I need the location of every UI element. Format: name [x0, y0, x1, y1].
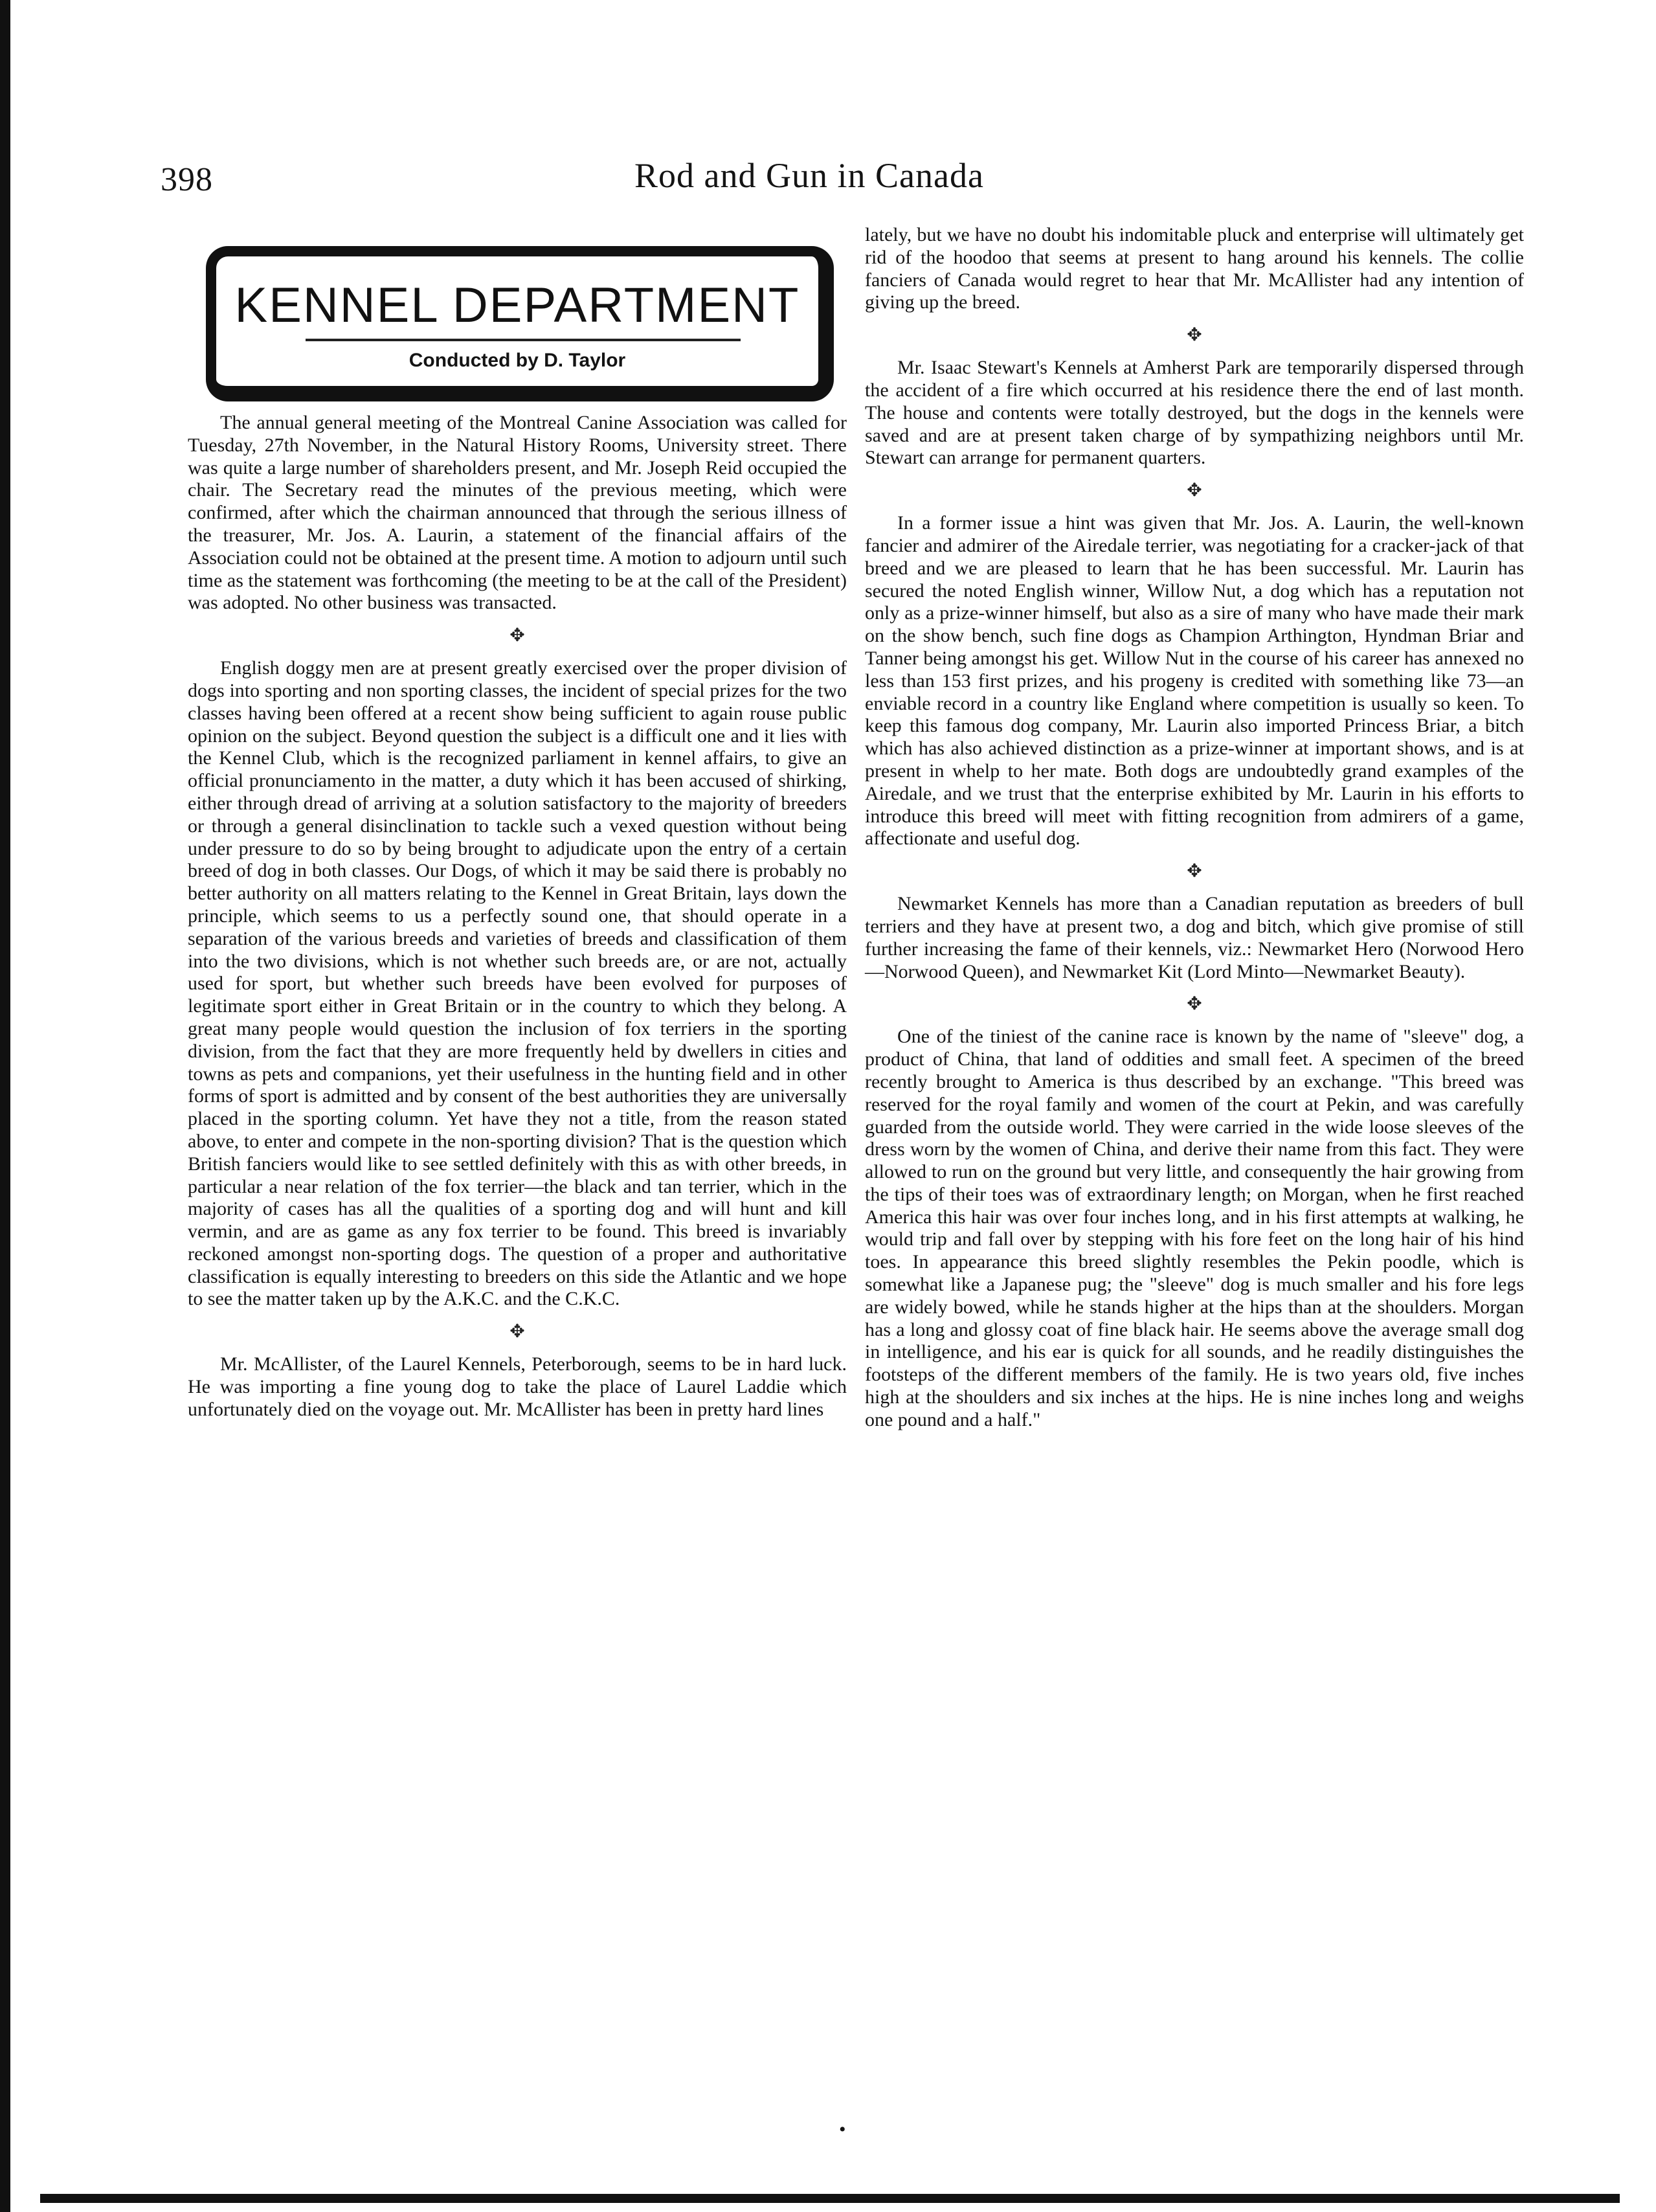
- paragraph-laurel-kennels-continued: lately, but we have no doubt his indomitable pluck and enterprise will ultimately get rid of the hoodoo that seems at present to hang around his kennels. The collie fanciers of Canada would regret to hear that Mr. McAllister had any intention of giving up the breed.: [865, 224, 1524, 313]
- department-title-rule: [306, 339, 741, 341]
- paragraph-sleeve-dog: One of the tiniest of the canine race is known by the name of "sleeve" dog, a product of China, that land of oddities and small feet. A specimen of the breed recently brought to America is thus described by an exchange. "This breed was reserved for the royal family and women of the court at Pekin, and was carefully guarded from the outside world. They were carried in the wide loose sleeves of the dress worn by the women of China, and derive their name from this fact. They were allowed to run on the ground but very little, and consequently the hair growing from the tips of their toes was of extraordinary length; on Morgan, when he first reached America this hair was over four inches long, and in his first attempts at walking, he would trip and fall over by stepping with his fore feet on the long hair of his hind toes. In appearance this breed slightly resembles the Pekin poodle, which is somewhat like a Japanese pug; the "sleeve" dog is much smaller and his fore legs are widely bowed, while he stands higher at the hips than at the shoulders. Morgan has a long and glossy coat of fine black hair. He seems above the average small dog in intelligence, and his ear is quick for all sounds, and he readily distinguishes the footsteps of the different members of the family. He is two years old, five inches high at the shoulders and six inches at the hips. He is nine inches long and weighs one pound and a half.": [865, 1026, 1524, 1430]
- page-mark-dot: •: [839, 2119, 846, 2140]
- section-divider-icon: ✥: [1187, 861, 1202, 882]
- paragraph-newmarket-kennels: Newmarket Kennels has more than a Canadian reputation as breeders of bull terriers and they have at present two, a dog and bitch, which give promise of still further increasing the fame of their kennels, viz.: Newmarket Hero (Norwood Hero—Norwood Queen), and Newmarket Kit (Lord Minto—Newmarket Beauty).: [865, 893, 1524, 982]
- running-head: Rod and Gun in Canada: [634, 156, 984, 195]
- right-column: [865, 224, 1524, 1432]
- section-divider-icon: ✥: [509, 1322, 525, 1342]
- section-divider-icon: ✥: [1187, 325, 1202, 346]
- section-divider-icon: ✥: [509, 626, 525, 646]
- paragraph-laurel-kennels: Mr. McAllister, of the Laurel Kennels, Peterborough, seems to be in hard luck. He was importing a fine young dog to take the place of Laurel Laddie which unfortunately died on the voyage out. Mr. McAllister has been in pretty hard lines: [188, 1353, 847, 1420]
- paragraph-canine-association-meeting: The annual general meeting of the Montreal Canine Association was called for Tuesday, 27th November, in the Natural History Rooms, University street. There was quite a large number of shareholders present, and Mr. Joseph Reid occupied the chair. The Secretary read the minutes of the previous meeting, which were confirmed, after which the chairman announced that through the serious illness of the treasurer, Mr. Jos. A. Laurin, a statement of the financial affairs of the Association could not be obtained at the present time. A motion to adjourn until such time as the statement was forthcoming (the meeting to be at the call of the President) was adopted. No other business was transacted.: [188, 412, 847, 614]
- section-divider-icon: ✥: [1187, 480, 1202, 501]
- bottom-rule: [40, 2194, 1620, 2203]
- left-margin-rule: [0, 0, 10, 2212]
- department-title: KENNEL DEPARTMENT: [234, 278, 800, 333]
- paragraph-sporting-division: English doggy men are at present greatly exercised over the proper division of dogs into sporting and non sporting classes, the incident of special prizes for the two classes having been offered at a recent show being sufficient to again rouse public opinion on the subject. Beyond question the subject is a difficult one and it lies with the Kennel Club, which is the recognized parliament in kennel affairs, to give an official pronunciamento in the matter, a duty which it has been accused of shirking, either through dread of arriving at a solution satisfactory to the majority of breeders or through a general disinclination to tackle such a vexed question without being under pressure to do so by being brought to adjudicate upon the entry of a certain breed of dog in both classes. Our Dogs, of which it may be said there is probably no better authority on all matters relating to the Kennel in Great Britain, lays down the principle, which seems to us a perfectly sound one, that should operate in a separation of the various breeds and varieties of breeds and classification of them into the two divisions, which is not whether such breeds are, or are not, actually used for sport, but whether such breeds have been evolved for purposes of legitimate sport either in Great Britain or in the country to which they belong. A great many people would question the inclusion of fox terriers in the sporting division, from the fact that they are more frequently held by dwellers in cities and towns as pets and companions, yet their usefulness in the hunting field and in other forms of sport is admitted and by consent of the best authorities they are universally placed in the sporting column. Yet have they not a title, from the reason stated above, to enter and compete in the non-sporting division? That is the question which British fanciers would like to see settled definitely with this as with other breeds, in particular a near relation of the fox terrier—the black and tan terrier, which in the majority of cases has all the qualities of a sporting dog and will hunt and kill vermin, and are as game as any fox terrier to be found. This breed is invariably reckoned amongst non-sporting dogs. The question of a proper and authoritative classification is equally interesting to breeders on this side the Atlantic and we hope to see the matter taken up by the A.K.C. and the C.K.C.: [188, 657, 847, 1310]
- left-column: [188, 412, 847, 1421]
- paragraph-stewart-kennels: Mr. Isaac Stewart's Kennels at Amherst Park are temporarily dispersed through the accident of a fire which occurred at his residence there the end of last month. The house and contents were totally destroyed, but the dogs in the kennels were saved and are at present taken charge of by sympathizing neighbors until Mr. Stewart can arrange for permanent quarters.: [865, 357, 1524, 469]
- page-number: 398: [161, 161, 213, 198]
- section-divider-icon: ✥: [1187, 994, 1202, 1015]
- department-heading-box: [206, 246, 834, 401]
- paragraph-airedale-purchase: In a former issue a hint was given that Mr. Jos. A. Laurin, the well-known fancier and admirer of the Airedale terrier, was negotiating for a cracker-jack of that breed and we are pleased to learn that he has been successful. Mr. Laurin has secured the noted English winner, Willow Nut, a dog which has a reputation not only as a prize-winner himself, but also as a sire of many who have made their mark on the show bench, such fine dogs as Champion Arthington, Hyndman Briar and Tanner being amongst his get. Willow Nut in the course of his career has annexed no less than 153 first prizes, and his progeny is credited with something like 73—an enviable record in a country like England where competition is usually so keen. To keep this famous dog company, Mr. Laurin also imported Princess Briar, a bitch which has also achieved distinction as a prize-winner at important shows, and is at present in whelp to her mate. Both dogs are undoubtedly grand examples of the Airedale, and we trust that the enterprise exhibited by Mr. Laurin in his efforts to introduce this breed will meet with fitting recognition from admirers of a game, affectionate and useful dog.: [865, 512, 1524, 850]
- department-byline: Conducted by D. Taylor: [408, 350, 626, 371]
